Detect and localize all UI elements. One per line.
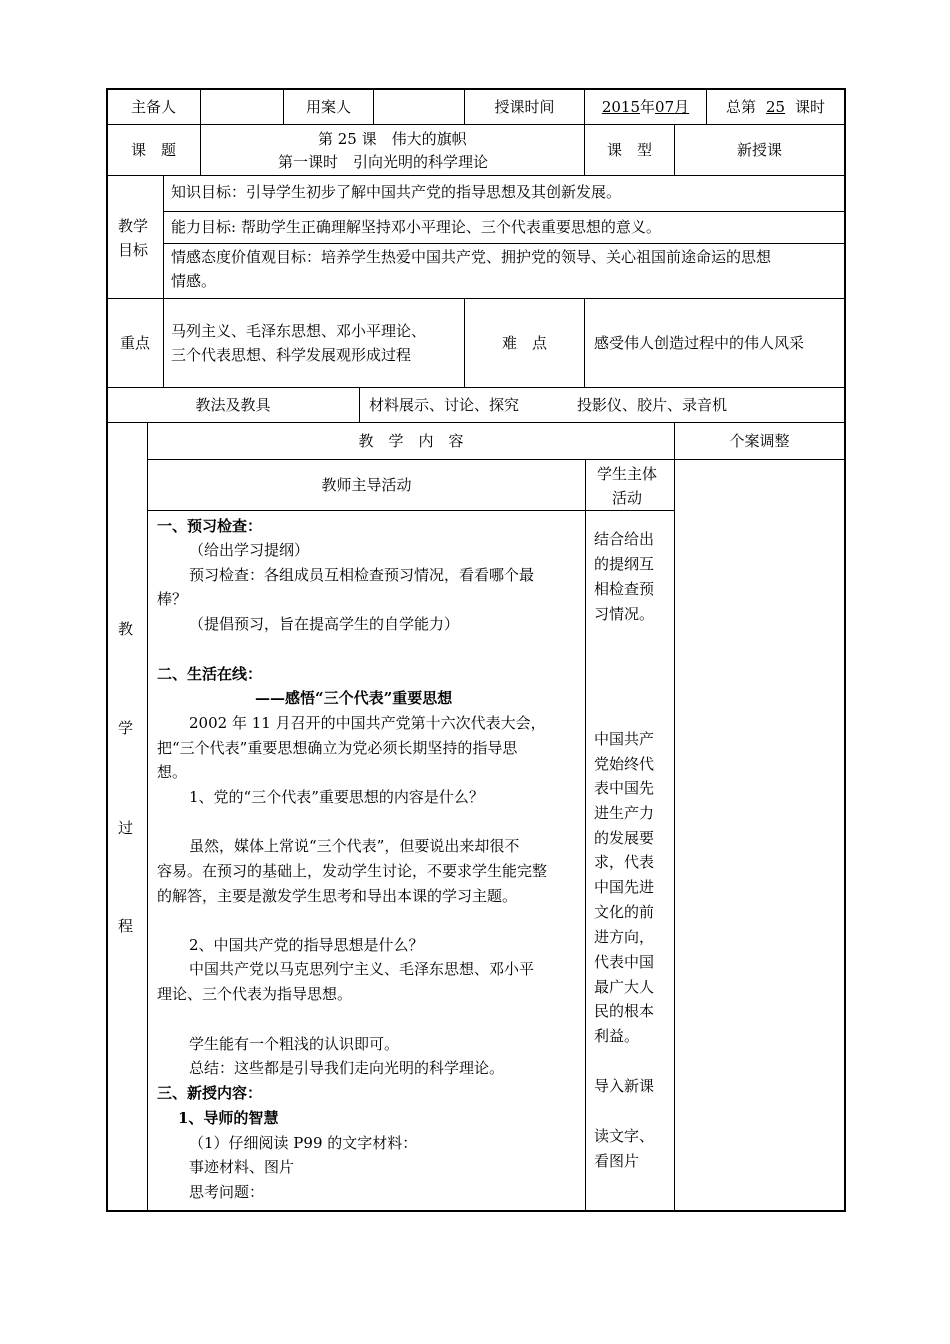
col-line bbox=[147, 422, 148, 1210]
preparer-value[interactable] bbox=[201, 89, 283, 124]
teacher-line: 2、中国共产党的指导思想是什么？ bbox=[189, 936, 424, 954]
topic-line-2: 第一课时 引向光明的科学理论 bbox=[278, 153, 489, 171]
difficulty-label: 难 点 bbox=[501, 334, 547, 352]
goals-label-1: 教学 bbox=[118, 217, 149, 235]
section-heading: 一、预习检查： bbox=[157, 517, 263, 535]
col-line bbox=[359, 387, 360, 422]
col-line bbox=[163, 298, 164, 387]
date-year: 2015 bbox=[601, 97, 641, 116]
student-line: 结合给出 bbox=[594, 530, 655, 548]
focus-line-2: 三个代表思想、科学发展观形成过程 bbox=[171, 346, 412, 364]
teacher-line: 虽然，媒体上常说“三个代表”，但要说出来却很不 bbox=[189, 837, 520, 855]
teacher-line: 事迹材料、图片 bbox=[189, 1158, 295, 1176]
student-line: 中国共产 bbox=[594, 730, 655, 748]
student-line: 进生产力 bbox=[594, 804, 655, 822]
border-right bbox=[844, 88, 846, 1212]
student-line: 的发展要 bbox=[594, 829, 655, 847]
teacher-line: 容易。在预习的基础上，发动学生讨论，不要求学生能完整 bbox=[157, 862, 548, 880]
student-line: 进方向， bbox=[594, 928, 655, 946]
total-suffix: 课时 bbox=[795, 97, 826, 116]
teacher-line: 的解答，主要是激发学生思考和导出本课的学习主题。 bbox=[157, 887, 518, 905]
teacher-line: 1、党的“三个代表”重要思想的内容是什么？ bbox=[189, 788, 484, 806]
student-line: 利益。 bbox=[594, 1027, 640, 1045]
teacher-line: （给出学习提纲） bbox=[189, 541, 310, 559]
adjustment-area[interactable] bbox=[675, 460, 844, 1210]
teacher-line: （提倡预习，旨在提高学生的自学能力） bbox=[189, 615, 460, 633]
topic-line-1: 第 25 课 伟大的旗帜 bbox=[318, 130, 467, 148]
student-line: 看图片 bbox=[594, 1152, 640, 1170]
teacher-line: 学生能有一个粗浅的认识即可。 bbox=[189, 1035, 400, 1053]
teacher-line: 预习检查：各组成员互相检查预习情况，看看哪个最 bbox=[189, 566, 535, 584]
date-year-unit: 年 bbox=[640, 97, 656, 116]
teacher-line: （1）仔细阅读 P99 的文字材料： bbox=[189, 1134, 418, 1152]
total-lessons bbox=[707, 89, 844, 124]
student-line: 党始终代 bbox=[594, 755, 655, 773]
focus-label: 重点 bbox=[119, 334, 150, 352]
student-line: 求，代表 bbox=[594, 853, 655, 871]
student-line: 相检查预 bbox=[594, 580, 655, 598]
teacher-line: 总结：这些都是引导我们走向光明的科学理论。 bbox=[189, 1059, 505, 1077]
student-line: 中国先进 bbox=[594, 878, 655, 896]
teacher-line: 想。 bbox=[157, 763, 188, 781]
topic-label: 课 题 bbox=[130, 141, 176, 159]
row-line bbox=[163, 243, 846, 244]
section-subheading: ——感悟“三个代表”重要思想 bbox=[255, 689, 453, 707]
teacher-line: 理论、三个代表为指导思想。 bbox=[157, 985, 353, 1003]
total-prefix: 总第 bbox=[725, 97, 756, 116]
section-heading: 三、新授内容： bbox=[157, 1084, 263, 1102]
border-left bbox=[106, 88, 108, 1212]
student-line: 表中国先 bbox=[594, 779, 655, 797]
date-month-unit: 月 bbox=[674, 97, 690, 116]
col-line bbox=[163, 175, 164, 298]
student-line: 的提纲互 bbox=[594, 555, 655, 573]
student-line: 代表中国 bbox=[594, 953, 655, 971]
row-line bbox=[163, 211, 846, 212]
goal-knowledge: 知识目标：引导学生初步了解中国共产党的指导思想及其创新发展。 bbox=[171, 183, 622, 201]
content-header: 教 学 内 容 bbox=[358, 432, 464, 450]
teacher-line: 中国共产党以马克思列宁主义、毛泽东思想、邓小平 bbox=[189, 960, 535, 978]
teacher-header: 教师主导活动 bbox=[321, 476, 412, 494]
teacher-line: 2002 年 11 月召开的中国共产党第十六次代表大会， bbox=[189, 714, 546, 732]
row-line bbox=[106, 175, 846, 176]
student-line: 导入新课 bbox=[594, 1077, 655, 1095]
goals-label-2: 目标 bbox=[118, 241, 149, 259]
process-side-char: 教 bbox=[118, 620, 134, 638]
time-label: 授课时间 bbox=[494, 97, 555, 116]
type-value: 新授课 bbox=[736, 141, 782, 159]
total-num: 25 bbox=[765, 97, 786, 116]
user-value[interactable] bbox=[374, 89, 464, 124]
border-bottom bbox=[106, 1210, 846, 1212]
process-side-char: 程 bbox=[118, 917, 134, 935]
teacher-line: 思考问题： bbox=[189, 1183, 265, 1201]
user-label: 用案人 bbox=[305, 97, 351, 116]
student-header-2: 活动 bbox=[612, 489, 643, 507]
col-line bbox=[585, 459, 586, 1210]
date-month: 07 bbox=[655, 97, 675, 116]
type-label: 课 型 bbox=[606, 141, 652, 159]
goal-emotion-line-1: 情感态度价值观目标：培养学生热爱中国共产党、拥护党的领导、关心祖国前途命运的思想 bbox=[171, 248, 772, 266]
process-side-char: 过 bbox=[118, 819, 134, 837]
section-heading: 二、生活在线： bbox=[157, 665, 263, 683]
goal-emotion-line-2: 情感。 bbox=[171, 272, 217, 290]
col-line bbox=[200, 124, 201, 175]
adjust-header: 个案调整 bbox=[729, 432, 790, 450]
student-header-1: 学生主体 bbox=[597, 465, 658, 483]
process-side-char: 学 bbox=[118, 719, 134, 737]
method-label: 教法及教具 bbox=[195, 396, 271, 414]
preparer-label: 主备人 bbox=[130, 97, 176, 116]
student-line: 文化的前 bbox=[594, 903, 655, 921]
lesson-date bbox=[585, 89, 706, 124]
method-value-1: 材料展示、讨论、探究 bbox=[369, 396, 520, 414]
col-line bbox=[584, 298, 585, 387]
teacher-line: 把“三个代表”重要思想确立为党必须长期坚持的指导思 bbox=[157, 739, 518, 757]
student-line: 读文字、 bbox=[594, 1127, 655, 1145]
section-subheading: 1、导师的智慧 bbox=[178, 1109, 279, 1127]
difficulty-value: 感受伟人创造过程中的伟人风采 bbox=[594, 334, 805, 352]
method-value-2: 投影仪、胶片、录音机 bbox=[577, 396, 728, 414]
row-line bbox=[147, 510, 675, 511]
focus-line-1: 马列主义、毛泽东思想、邓小平理论、 bbox=[171, 322, 427, 340]
goal-ability: 能力目标: 帮助学生正确理解坚持邓小平理论、三个代表重要思想的意义。 bbox=[171, 218, 661, 236]
student-line: 民的根本 bbox=[594, 1002, 655, 1020]
student-line: 最广大人 bbox=[594, 978, 655, 996]
student-line: 习情况。 bbox=[594, 605, 655, 623]
teacher-line: 棒？ bbox=[157, 590, 188, 608]
